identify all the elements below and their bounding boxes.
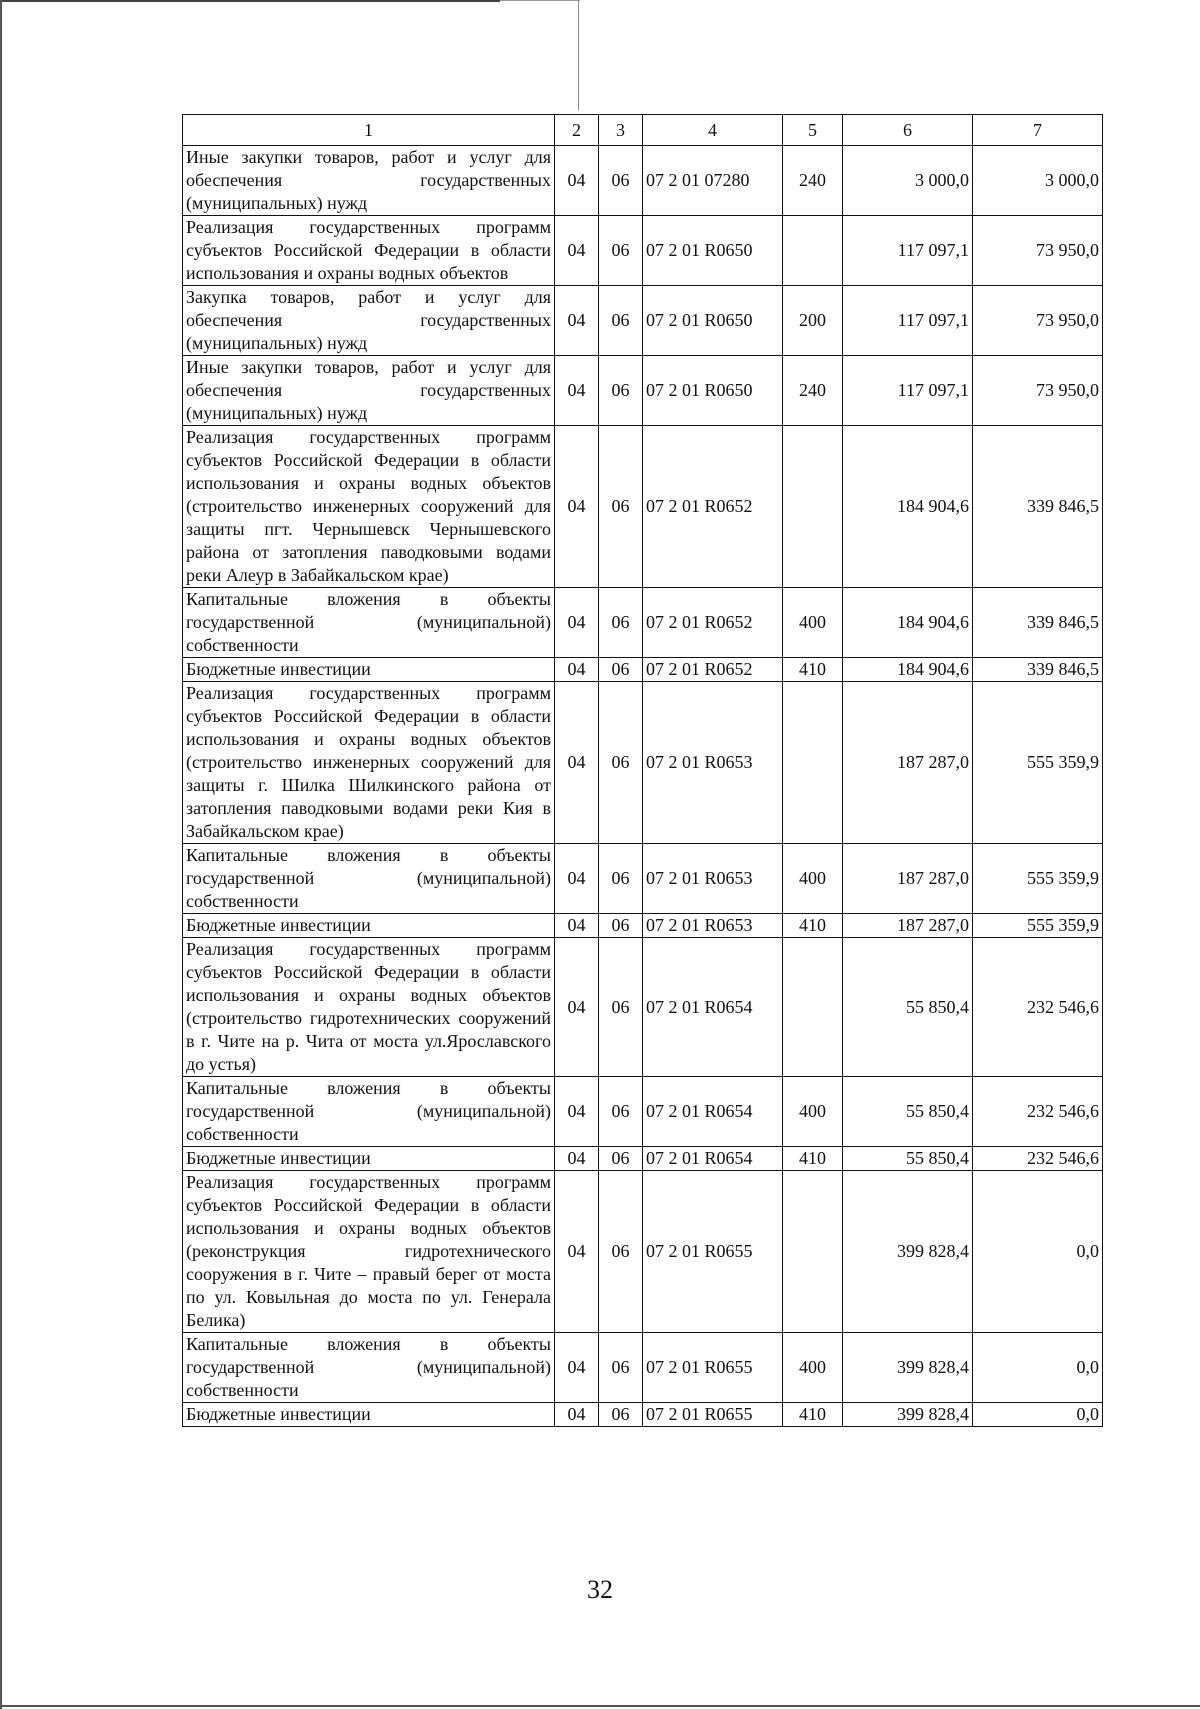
section-code-cell: 04 <box>555 938 599 1077</box>
subsection-code-cell: 06 <box>599 286 643 356</box>
expense-type-cell <box>783 938 843 1077</box>
row-name-cell: Реализация государственных программ субъектов Российской Федерации в области использования и охраны водных объектов (строительство инженерных сооружений для защиты пгт. Чернышевск Чернышевского района от затопления паводковыми водами реки Алеур в Забайкальском крае) <box>183 426 555 588</box>
scan-fold-line <box>578 0 579 110</box>
amount-year2-cell: 339 846,5 <box>973 588 1103 658</box>
amount-year2-cell: 73 950,0 <box>973 286 1103 356</box>
amount-year1-cell: 55 850,4 <box>843 1077 973 1147</box>
target-article-cell: 07 2 01 R0652 <box>643 426 783 588</box>
table-row <box>183 914 1103 938</box>
target-article-cell: 07 2 01 R0655 <box>643 1403 783 1427</box>
amount-year1-cell: 187 287,0 <box>843 844 973 914</box>
subsection-code-cell: 06 <box>599 588 643 658</box>
subsection-code-cell: 06 <box>599 146 643 216</box>
amount-year2-cell: 555 359,9 <box>973 914 1103 938</box>
amount-year1-cell: 399 828,4 <box>843 1403 973 1427</box>
row-name-cell: Реализация государственных программ субъектов Российской Федерации в области использования и охраны водных объектов (реконструкция гидротехнического сооружения в г. Чите – правый берег от моста по ул. Ковыльная до моста по ул. Генерала Белика) <box>183 1171 555 1333</box>
subsection-code-cell: 06 <box>599 914 643 938</box>
amount-year1-cell: 187 287,0 <box>843 682 973 844</box>
row-name-cell: Бюджетные инвестиции <box>183 658 555 682</box>
subsection-code-cell: 06 <box>599 216 643 286</box>
subsection-code-cell: 06 <box>599 426 643 588</box>
page-number: 32 <box>587 1575 613 1604</box>
section-code-cell: 04 <box>555 286 599 356</box>
row-name-cell: Закупка товаров, работ и услуг для обеспечения государственных (муниципальных) нужд <box>183 286 555 356</box>
amount-year2-cell: 0,0 <box>973 1333 1103 1403</box>
header-cell: 7 <box>973 115 1103 146</box>
expense-type-cell: 400 <box>783 1077 843 1147</box>
amount-year1-cell: 55 850,4 <box>843 1147 973 1171</box>
section-code-cell: 04 <box>555 844 599 914</box>
scan-edge-top <box>0 0 500 2</box>
expense-type-cell: 200 <box>783 286 843 356</box>
subsection-code-cell: 06 <box>599 356 643 426</box>
amount-year2-cell: 232 546,6 <box>973 1077 1103 1147</box>
target-article-cell: 07 2 01 R0653 <box>643 844 783 914</box>
expense-type-cell: 410 <box>783 914 843 938</box>
subsection-code-cell: 06 <box>599 1333 643 1403</box>
amount-year2-cell: 339 846,5 <box>973 658 1103 682</box>
header-cell: 3 <box>599 115 643 146</box>
header-cell: 2 <box>555 115 599 146</box>
amount-year2-cell: 555 359,9 <box>973 682 1103 844</box>
subsection-code-cell: 06 <box>599 1403 643 1427</box>
header-cell: 6 <box>843 115 973 146</box>
table-row <box>183 1333 1103 1403</box>
amount-year1-cell: 187 287,0 <box>843 914 973 938</box>
table-row <box>183 146 1103 216</box>
target-article-cell: 07 2 01 R0654 <box>643 1077 783 1147</box>
table-row <box>183 588 1103 658</box>
amount-year2-cell: 0,0 <box>973 1171 1103 1333</box>
expense-type-cell: 400 <box>783 588 843 658</box>
amount-year1-cell: 117 097,1 <box>843 216 973 286</box>
row-name-cell: Бюджетные инвестиции <box>183 1147 555 1171</box>
subsection-code-cell: 06 <box>599 1147 643 1171</box>
amount-year1-cell: 117 097,1 <box>843 356 973 426</box>
amount-year1-cell: 399 828,4 <box>843 1333 973 1403</box>
amount-year1-cell: 55 850,4 <box>843 938 973 1077</box>
section-code-cell: 04 <box>555 1077 599 1147</box>
section-code-cell: 04 <box>555 682 599 844</box>
expense-type-cell: 240 <box>783 356 843 426</box>
expense-type-cell: 410 <box>783 1147 843 1171</box>
header-cell: 5 <box>783 115 843 146</box>
expense-type-cell: 400 <box>783 844 843 914</box>
target-article-cell: 07 2 01 R0655 <box>643 1333 783 1403</box>
amount-year2-cell: 73 950,0 <box>973 216 1103 286</box>
table-row <box>183 844 1103 914</box>
row-name-cell: Капитальные вложения в объекты государственной (муниципальной) собственности <box>183 1333 555 1403</box>
table-row <box>183 356 1103 426</box>
amount-year2-cell: 555 359,9 <box>973 844 1103 914</box>
header-row <box>183 115 1103 146</box>
target-article-cell: 07 2 01 R0653 <box>643 914 783 938</box>
table-row <box>183 658 1103 682</box>
amount-year1-cell: 184 904,6 <box>843 658 973 682</box>
table-row <box>183 938 1103 1077</box>
expense-type-cell: 410 <box>783 1403 843 1427</box>
target-article-cell: 07 2 01 R0655 <box>643 1171 783 1333</box>
section-code-cell: 04 <box>555 426 599 588</box>
table-row <box>183 286 1103 356</box>
table-row <box>183 1147 1103 1171</box>
table-row <box>183 682 1103 844</box>
target-article-cell: 07 2 01 R0654 <box>643 938 783 1077</box>
section-code-cell: 04 <box>555 216 599 286</box>
row-name-cell: Бюджетные инвестиции <box>183 1403 555 1427</box>
section-code-cell: 04 <box>555 1333 599 1403</box>
target-article-cell: 07 2 01 R0652 <box>643 658 783 682</box>
target-article-cell: 07 2 01 R0650 <box>643 216 783 286</box>
header-cell: 4 <box>643 115 783 146</box>
amount-year2-cell: 232 546,6 <box>973 938 1103 1077</box>
amount-year2-cell: 0,0 <box>973 1403 1103 1427</box>
subsection-code-cell: 06 <box>599 1171 643 1333</box>
amount-year1-cell: 184 904,6 <box>843 588 973 658</box>
expense-type-cell <box>783 216 843 286</box>
amount-year1-cell: 399 828,4 <box>843 1171 973 1333</box>
table-row <box>183 1077 1103 1147</box>
subsection-code-cell: 06 <box>599 682 643 844</box>
expense-type-cell: 410 <box>783 658 843 682</box>
target-article-cell: 07 2 01 R0652 <box>643 588 783 658</box>
amount-year1-cell: 117 097,1 <box>843 286 973 356</box>
target-article-cell: 07 2 01 R0653 <box>643 682 783 844</box>
section-code-cell: 04 <box>555 1171 599 1333</box>
amount-year2-cell: 73 950,0 <box>973 356 1103 426</box>
target-article-cell: 07 2 01 R0654 <box>643 1147 783 1171</box>
table-row <box>183 426 1103 588</box>
target-article-cell: 07 2 01 R0650 <box>643 286 783 356</box>
amount-year1-cell: 184 904,6 <box>843 426 973 588</box>
row-name-cell: Иные закупки товаров, работ и услуг для обеспечения государственных (муниципальных) нужд <box>183 146 555 216</box>
expense-type-cell: 400 <box>783 1333 843 1403</box>
subsection-code-cell: 06 <box>599 844 643 914</box>
expense-type-cell: 240 <box>783 146 843 216</box>
table-row <box>183 1171 1103 1333</box>
amount-year2-cell: 3 000,0 <box>973 146 1103 216</box>
section-code-cell: 04 <box>555 1147 599 1171</box>
row-name-cell: Иные закупки товаров, работ и услуг для обеспечения государственных (муниципальных) нужд <box>183 356 555 426</box>
subsection-code-cell: 06 <box>599 658 643 682</box>
expense-type-cell <box>783 682 843 844</box>
scan-edge-top-faint <box>500 0 580 1</box>
row-name-cell: Реализация государственных программ субъектов Российской Федерации в области использования и охраны водных объектов (строительство инженерных сооружений для защиты г. Шилка Шилкинского района от затопления паводковыми водами реки Кия в Забайкальском крае) <box>183 682 555 844</box>
amount-year2-cell: 232 546,6 <box>973 1147 1103 1171</box>
table-row <box>183 1403 1103 1427</box>
scan-edge-bottom <box>0 1705 1200 1707</box>
subsection-code-cell: 06 <box>599 938 643 1077</box>
table-row <box>183 216 1103 286</box>
amount-year2-cell: 339 846,5 <box>973 426 1103 588</box>
row-name-cell: Капитальные вложения в объекты государственной (муниципальной) собственности <box>183 588 555 658</box>
row-name-cell: Реализация государственных программ субъектов Российской Федерации в области использования и охраны водных объектов <box>183 216 555 286</box>
row-name-cell: Бюджетные инвестиции <box>183 914 555 938</box>
section-code-cell: 04 <box>555 914 599 938</box>
section-code-cell: 04 <box>555 658 599 682</box>
section-code-cell: 04 <box>555 356 599 426</box>
budget-table <box>182 114 1103 1427</box>
amount-year1-cell: 3 000,0 <box>843 146 973 216</box>
row-name-cell: Реализация государственных программ субъектов Российской Федерации в области использования и охраны водных объектов (строительство гидротехнических сооружений в г. Чите на р. Чита от моста ул.Ярославского до устья) <box>183 938 555 1077</box>
subsection-code-cell: 06 <box>599 1077 643 1147</box>
section-code-cell: 04 <box>555 146 599 216</box>
section-code-cell: 04 <box>555 1403 599 1427</box>
row-name-cell: Капитальные вложения в объекты государственной (муниципальной) собственности <box>183 844 555 914</box>
target-article-cell: 07 2 01 R0650 <box>643 356 783 426</box>
section-code-cell: 04 <box>555 588 599 658</box>
expense-type-cell <box>783 426 843 588</box>
target-article-cell: 07 2 01 07280 <box>643 146 783 216</box>
scan-edge-left <box>0 0 2 1709</box>
expense-type-cell <box>783 1171 843 1333</box>
header-cell: 1 <box>183 115 555 146</box>
row-name-cell: Капитальные вложения в объекты государственной (муниципальной) собственности <box>183 1077 555 1147</box>
